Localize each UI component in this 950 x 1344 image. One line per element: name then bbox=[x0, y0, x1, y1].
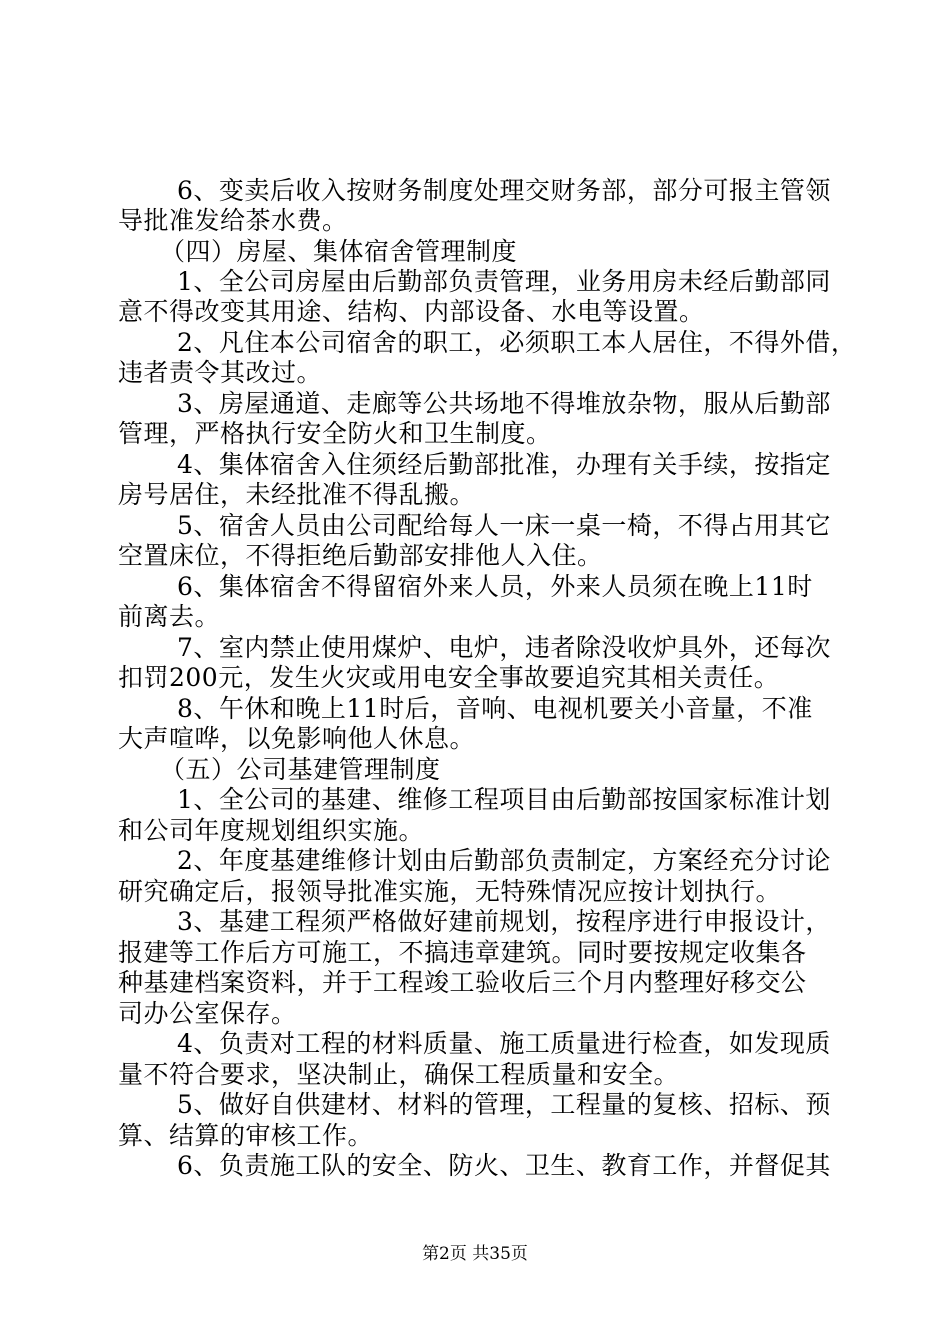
body-line: 7、室内禁止使用煤炉、电炉，违者除没收炉具外，还每次 bbox=[177, 633, 831, 662]
body-line: 3、房屋通道、走廊等公共场地不得堆放杂物，服从后勤部 bbox=[177, 389, 831, 418]
body-line: 大声喧哗，以免影响他人休息。 bbox=[118, 724, 476, 753]
body-line: 前离去。 bbox=[118, 602, 221, 631]
body-line: 报建等工作后方可施工，不搞违章建筑。同时要按规定收集各 bbox=[118, 938, 807, 967]
body-line: 8、午休和晚上11时后，音响、电视机要关小音量，不准 bbox=[177, 694, 813, 723]
body-line: 和公司年度规划组织实施。 bbox=[118, 816, 425, 845]
body-line: 意不得改变其用途、结构、内部设备、水电等设置。 bbox=[118, 297, 705, 326]
body-line: 6、变卖后收入按财务制度处理交财务部，部分可报主管领 bbox=[177, 176, 831, 205]
body-line: 量不符合要求，坚决制止，确保工程质量和安全。 bbox=[118, 1060, 680, 1089]
body-line: 算、结算的审核工作。 bbox=[118, 1121, 374, 1150]
body-line: 种基建档案资料，并于工程竣工验收后三个月内整理好移交公 bbox=[118, 968, 807, 997]
body-line: 4、集体宿舍入住须经后勤部批准，办理有关手续，按指定 bbox=[177, 450, 831, 479]
body-line: 6、集体宿舍不得留宿外来人员，外来人员须在晚上11时 bbox=[177, 572, 813, 601]
body-line: 导批准发给茶水费。 bbox=[118, 206, 348, 235]
body-line: 6、负责施工队的安全、防火、卫生、教育工作，并督促其 bbox=[177, 1151, 831, 1180]
body-line: 3、基建工程须严格做好建前规划，按程序进行申报设计， bbox=[177, 907, 831, 936]
body-line: 1、全公司的基建、维修工程项目由后勤部按国家标准计划 bbox=[177, 785, 831, 814]
section-heading: （四）房屋、集体宿舍管理制度 bbox=[160, 237, 518, 266]
body-line: 2、凡住本公司宿舍的职工，必须职工本人居住，不得外借， bbox=[177, 328, 857, 357]
section-heading: （五）公司基建管理制度 bbox=[160, 755, 441, 784]
body-line: 1、全公司房屋由后勤部负责管理，业务用房未经后勤部同 bbox=[177, 267, 831, 296]
body-line: 空置床位，不得拒绝后勤部安排他人入住。 bbox=[118, 541, 603, 570]
body-line: 2、年度基建维修计划由后勤部负责制定，方案经充分讨论 bbox=[177, 846, 831, 875]
body-line: 管理，严格执行安全防火和卫生制度。 bbox=[118, 419, 552, 448]
body-line: 房号居住，未经批准不得乱搬。 bbox=[118, 480, 476, 509]
body-line: 研究确定后，报领导批准实施，无特殊情况应按计划执行。 bbox=[118, 877, 782, 906]
page-footer: 第2页 共35页 bbox=[422, 1244, 528, 1264]
body-line: 5、做好自供建材、材料的管理，工程量的复核、招标、预 bbox=[177, 1090, 831, 1119]
body-line: 4、负责对工程的材料质量、施工质量进行检查，如发现质 bbox=[177, 1029, 831, 1058]
body-line: 司办公室保存。 bbox=[118, 999, 297, 1028]
body-line: 违者责令其改过。 bbox=[118, 358, 323, 387]
body-line: 5、宿舍人员由公司配给每人一床一桌一椅，不得占用其它 bbox=[177, 511, 831, 540]
body-line: 扣罚200元，发生火灾或用电安全事故要追究其相关责任。 bbox=[118, 663, 780, 692]
